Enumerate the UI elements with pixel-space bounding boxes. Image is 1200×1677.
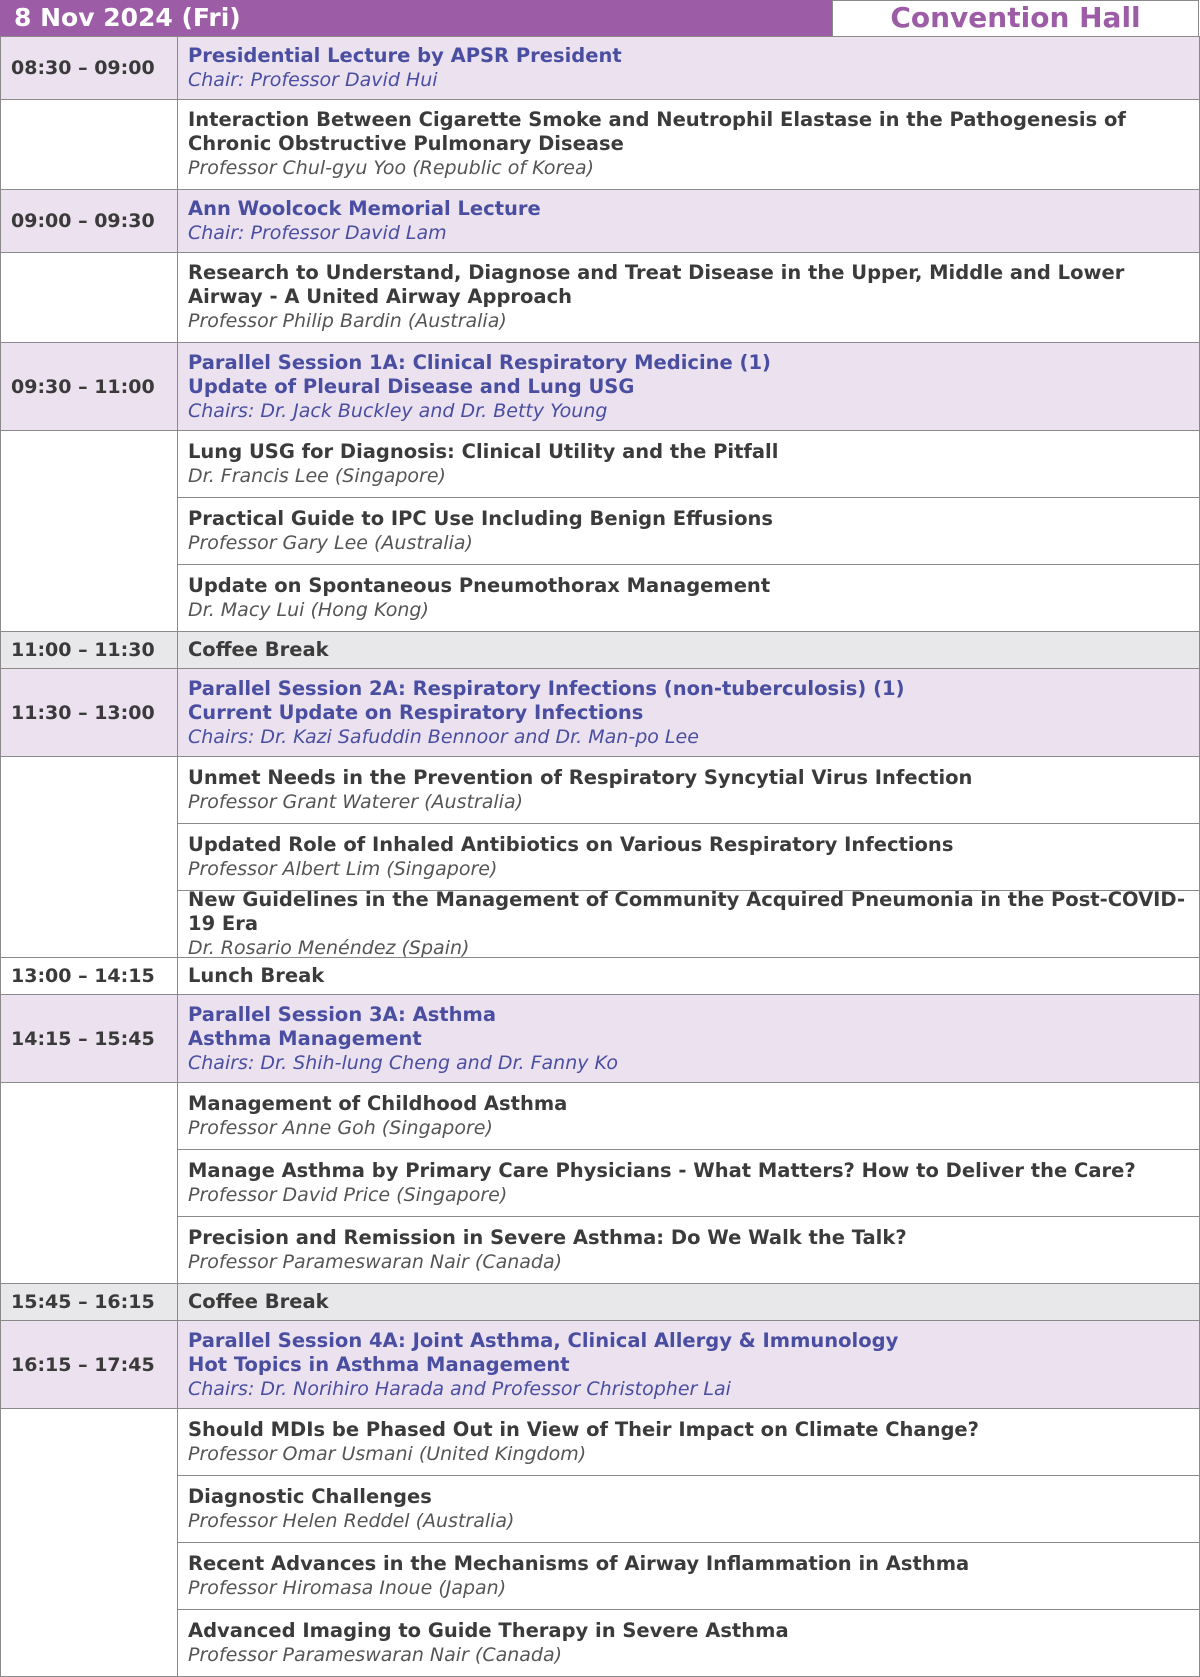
talk-row <box>178 565 1200 632</box>
talk-row <box>178 498 1200 565</box>
break-label: Coffee Break <box>188 638 329 661</box>
talk-title: Update on Spontaneous Pneumothorax Management <box>188 573 771 597</box>
time-cell-empty <box>1 1409 178 1677</box>
talk-title: New Guidelines in the Management of Community Acquired Pneumonia in the Post-COVID-19 Era <box>188 891 1186 935</box>
session-header <box>178 1321 1200 1409</box>
talk-speaker: Professor Gary Lee (Australia) <box>188 531 473 554</box>
time-cell-empty <box>1 431 178 632</box>
time-cell-empty <box>1 253 178 343</box>
session-subtitle: Current Update on Respiratory Infections <box>188 700 644 724</box>
talk-speaker: Professor David Price (Singapore) <box>188 1183 508 1206</box>
talk-row <box>178 1543 1200 1610</box>
talk-title: Management of Childhood Asthma <box>188 1091 568 1115</box>
session-subtitle: Asthma Management <box>188 1026 422 1050</box>
talk-speaker: Dr. Rosario Menéndez (Spain) <box>188 936 470 958</box>
talk-title: Research to Understand, Diagnose and Treat Disease in the Upper, Middle and Lower Airway - A United Airway Approach <box>188 261 1125 308</box>
session-title: Parallel Session 3A: Asthma <box>188 1002 496 1026</box>
talk-speaker: Professor Chul-gyu Yoo (Republic of Korea) <box>188 157 595 179</box>
session-header <box>178 190 1200 253</box>
time-cell: 14:15 – 15:45 <box>1 995 178 1083</box>
session-title: Presidential Lecture by APSR President <box>188 44 622 67</box>
break-row <box>178 632 1200 669</box>
session-chair: Chairs: Dr. Norihiro Harada and Professor Christopher Lai <box>188 1377 731 1400</box>
talk-title: Updated Role of Inhaled Antibiotics on Various Respiratory Infections <box>188 832 954 856</box>
time-cell-empty <box>1 1083 178 1284</box>
session-chair: Chairs: Dr. Kazi Safuddin Bennoor and Dr. Man-po Lee <box>188 725 699 748</box>
talk-speaker: Professor Parameswaran Nair (Canada) <box>188 1250 563 1273</box>
break-label: Lunch Break <box>188 964 325 987</box>
talk-speaker: Professor Parameswaran Nair (Canada) <box>188 1643 563 1666</box>
talk-row <box>178 757 1200 824</box>
talk-speaker: Professor Omar Usmani (United Kingdom) <box>188 1442 587 1465</box>
talk-row <box>178 431 1200 498</box>
time-cell: 09:00 – 09:30 <box>1 190 178 253</box>
header-venue: Convention Hall <box>832 0 1199 36</box>
talk-row <box>178 100 1200 190</box>
schedule-table <box>0 36 1200 1677</box>
session-title: Ann Woolcock Memorial Lecture <box>188 197 541 220</box>
talk-speaker: Professor Albert Lim (Singapore) <box>188 857 498 880</box>
session-header <box>178 37 1200 100</box>
session-subtitle: Hot Topics in Asthma Management <box>188 1352 570 1376</box>
talk-speaker: Dr. Macy Lui (Hong Kong) <box>188 598 429 621</box>
talk-title: Diagnostic Challenges <box>188 1484 432 1508</box>
talk-title: Advanced Imaging to Guide Therapy in Severe Asthma <box>188 1618 789 1642</box>
time-cell: 09:30 – 11:00 <box>1 343 178 431</box>
time-cell-empty <box>1 757 178 958</box>
talk-row <box>178 1150 1200 1217</box>
talk-speaker: Dr. Francis Lee (Singapore) <box>188 464 446 487</box>
session-subtitle: Update of Pleural Disease and Lung USG <box>188 374 635 398</box>
break-label: Coffee Break <box>188 1290 329 1313</box>
talk-row <box>178 824 1200 891</box>
talk-title: Manage Asthma by Primary Care Physicians - What Matters? How to Deliver the Care? <box>188 1158 1136 1182</box>
talk-title: Unmet Needs in the Prevention of Respiratory Syncytial Virus Infection <box>188 765 973 789</box>
talk-title: Should MDIs be Phased Out in View of Their Impact on Climate Change? <box>188 1417 979 1441</box>
session-chair: Chairs: Dr. Jack Buckley and Dr. Betty Young <box>188 399 608 422</box>
session-chair: Chairs: Dr. Shih-lung Cheng and Dr. Fanny Ko <box>188 1051 618 1074</box>
talk-row <box>178 1610 1200 1677</box>
session-header <box>178 343 1200 431</box>
talk-row <box>178 1476 1200 1543</box>
time-cell: 11:00 – 11:30 <box>1 632 178 669</box>
talk-title: Practical Guide to IPC Use Including Benign Effusions <box>188 506 773 530</box>
talk-row <box>178 253 1200 343</box>
break-row <box>178 958 1200 995</box>
session-title: Parallel Session 4A: Joint Asthma, Clinical Allergy & Immunology <box>188 1328 899 1352</box>
talk-speaker: Professor Helen Reddel (Australia) <box>188 1509 515 1532</box>
talk-speaker: Professor Anne Goh (Singapore) <box>188 1116 493 1139</box>
talk-speaker: Professor Grant Waterer (Australia) <box>188 790 524 813</box>
time-cell: 08:30 – 09:00 <box>1 37 178 100</box>
talk-title: Recent Advances in the Mechanisms of Airway Inflammation in Asthma <box>188 1551 970 1575</box>
talk-row <box>178 1217 1200 1284</box>
session-title: Parallel Session 1A: Clinical Respiratory Medicine (1) <box>188 350 771 374</box>
time-cell: 15:45 – 16:15 <box>1 1284 178 1321</box>
time-cell-empty <box>1 100 178 190</box>
time-cell: 13:00 – 14:15 <box>1 958 178 995</box>
time-cell: 11:30 – 13:00 <box>1 669 178 757</box>
session-header <box>178 995 1200 1083</box>
session-header <box>178 669 1200 757</box>
time-cell: 16:15 – 17:45 <box>1 1321 178 1409</box>
talk-title: Interaction Between Cigarette Smoke and Neutrophil Elastase in the Pathogenesis of Chronic Obstructive Pulmonary Disease <box>188 108 1126 155</box>
talk-row <box>178 891 1200 958</box>
header-date: 8 Nov 2024 (Fri) <box>0 0 832 36</box>
talk-speaker: Professor Hiromasa Inoue (Japan) <box>188 1576 507 1599</box>
session-chair: Chair: Professor David Hui <box>188 69 438 91</box>
day-header <box>0 0 1200 36</box>
break-row <box>178 1284 1200 1321</box>
talk-row <box>178 1083 1200 1150</box>
talk-row <box>178 1409 1200 1476</box>
talk-speaker: Professor Philip Bardin (Australia) <box>188 310 507 332</box>
session-title: Parallel Session 2A: Respiratory Infections (non-tuberculosis) (1) <box>188 676 905 700</box>
talk-title: Precision and Remission in Severe Asthma: Do We Walk the Talk? <box>188 1225 907 1249</box>
session-chair: Chair: Professor David Lam <box>188 222 447 244</box>
talk-title: Lung USG for Diagnosis: Clinical Utility and the Pitfall <box>188 439 779 463</box>
